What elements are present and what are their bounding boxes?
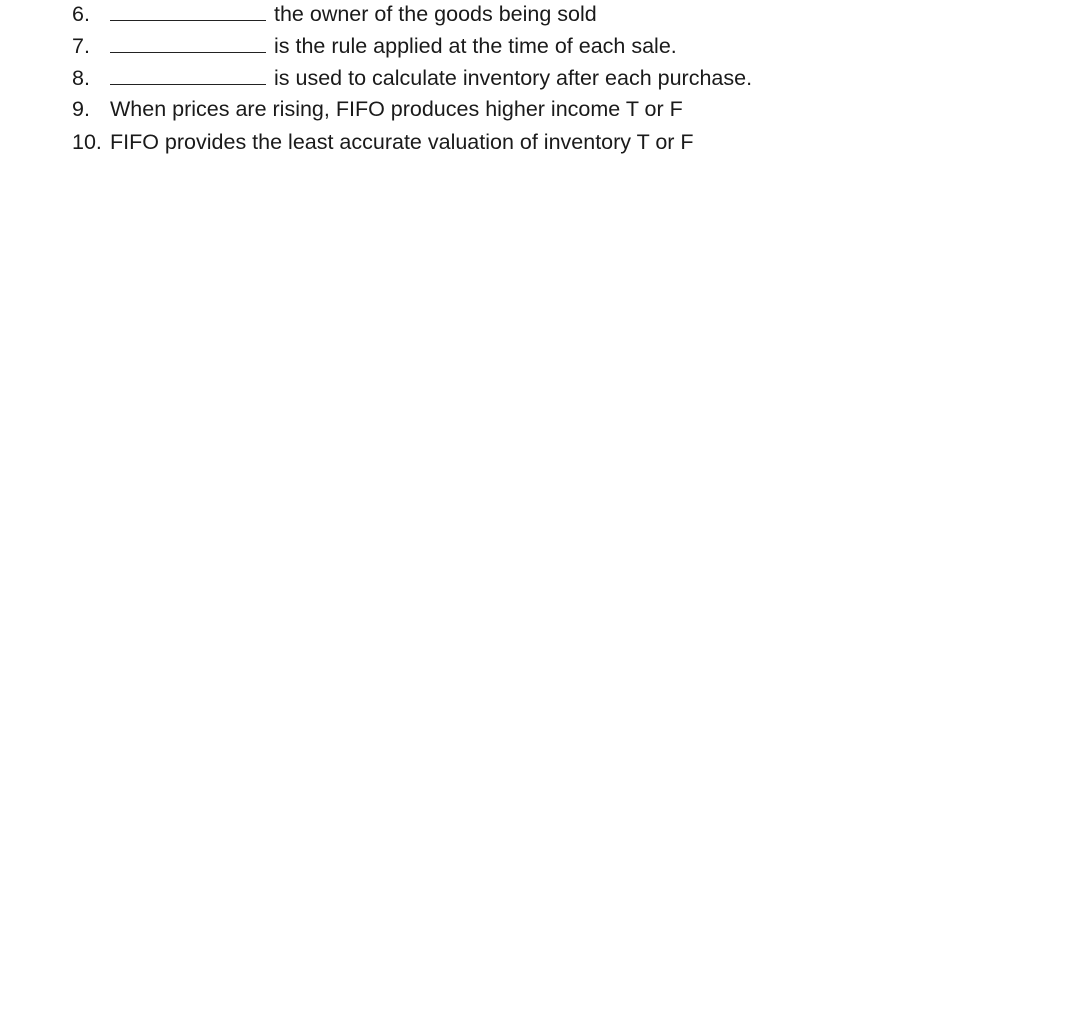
question-text: FIFO provides the least accurate valuation of inventory T or F <box>110 130 694 154</box>
question-number: 9. <box>72 97 90 121</box>
question-text: is the rule applied at the time of each sale. <box>274 34 677 58</box>
question-text: is used to calculate inventory after each purchase. <box>274 66 753 90</box>
question-number: 7. <box>72 34 90 58</box>
answer-blank <box>110 84 266 85</box>
question-text: When prices are rising, FIFO produces higher income T or F <box>110 97 683 121</box>
question-number: 8. <box>72 66 90 90</box>
question-number: 6. <box>72 2 90 26</box>
question-number: 10. <box>72 130 102 154</box>
answer-blank <box>110 20 266 21</box>
question-text: the owner of the goods being sold <box>274 2 597 26</box>
answer-blank <box>110 52 266 53</box>
